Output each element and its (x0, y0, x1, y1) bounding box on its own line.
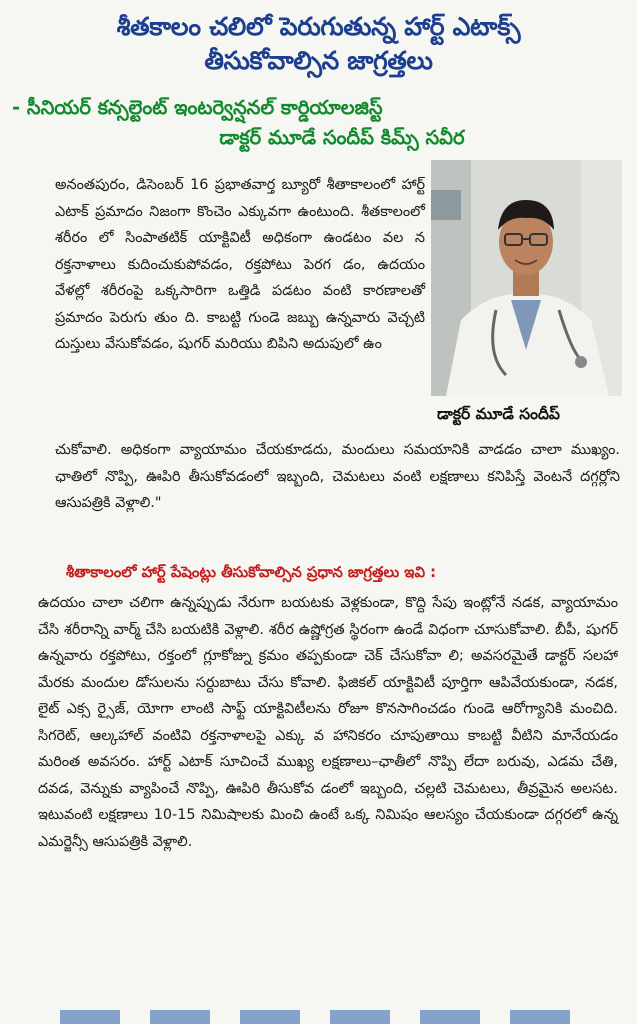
doctor-portrait-image (431, 160, 622, 396)
subhead-line-1: - సీనియర్ కన్సల్టెంట్ ఇంటర్వెన్షనల్ కార్డియాలజిస్ట్ (12, 96, 383, 119)
headline-line-1: శీతకాలం చలిలో పెరుగుతున్న హార్ట్ ఎటాక్స్ (116, 12, 521, 41)
subheadline (12, 93, 632, 153)
doctor-photo (431, 160, 622, 396)
photo-caption: డాక్టర్ మూడే సందీప్ (437, 405, 560, 423)
headline (0, 10, 637, 78)
article-paragraph-1: అనంతపురం, డిసెంబర్ 16 ప్రభాతవార్త బ్యూరో శీతాకాలంలో హార్ట్ ఎటాక్ ప్రమాదం నిజంగా కొంచెం ఎక్కువగా ఉంటుంది. శీతకాలంలో శరీరం లో సింపాతటిక్ యాక్టివిటీ అధికంగా ఉండటం వల న రక్తనాళాలు కుదించుకుపోవడం, రక్తపోటు పెరగ డం, ఉదయం వేళల్లో శరీరంపై ఒక్కసారిగా ఒత్తిడి పడటం వంటి కారణాలతో ప్రమాదం పెరుగు తుం ది. కాబట్టి గుండె జబ్బు ఉన్నవారు వెచ్చటి దుస్తులు వేసుకోవడం, షుగర్ మరియు బిపిని అదుపులో ఉం (55, 177, 425, 352)
section-title: శీతాకాలంలో హార్ట్ పేషెంట్లు తీసుకోవాల్సిన ప్రధాన జాగ్రత్తలు ఇవి : (66, 564, 437, 581)
headline-line-2: తీసుకోవాల్సిన జాగ్రత్తలు (204, 46, 433, 75)
article-paragraph-1-continued: చుకోవాలి. అధికంగా వ్యాయామం చేయకూడదు, మందులు సమయానికి వాడడం చాలా ముఖ్యం. ఛాతిలో నొప్పి, ఊపిరి తీసుకోవడంలో ఇబ్బంది, చెమటలు వంటి లక్షణాలు కనిపిస్తే వెంటనే దగ్గర్లోని ఆసుపత్రికి వెళ్లాలి." (55, 442, 620, 511)
article-paragraph-2: ఉదయం చాలా చలిగా ఉన్నప్పుడు నేరుగా బయటకు వెళ్లకుండా, కొద్ది సేపు ఇంట్లోనే నడక, వ్యాయామం చేసి శరీరాన్ని వార్మ్ చేసి బయటికి వెళ్లాలి. శరీర ఉష్ణోగ్రత స్థిరంగా ఉండే విధంగా చూసుకోవాలి. బీపీ, షుగర్ ఉన్నవారు రక్తపోటు, రక్తంలో గ్లూకోజ్ను క్రమం తప్పకుండా చెక్ చేసుకోవా లి; అవసరమైతే డాక్టర్ సలహా మేరకు మందుల డోసులను సర్దుబాటు చేసు కోవాలి. ఫిజికల్ యాక్టివిటీ పూర్తిగా ఆపివేయకుండా, నడక, లైట్ ఎక్స ర్సైజ్, యోగా లాంటి సాఫ్ట్ యాక్టివిటీలను రోజూ కొనసాగించడం గుండె ఆరోగ్యానికి మంచిది. సిగరెట్, ఆల్కహాల్ వంటివి రక్తనాళాలపై ఎక్కు వ హానికరం చూపుతాయి కాబట్టి వీటిని మానేయడం మరింత అవసరం. హార్ట్ ఎటాక్ సూచించే ముఖ్య లక్షణాలు–ఛాతీలో నొప్పి లేదా బరువు, ఎడమ చేతి, దవడ, వెన్నుకు వ్యాపించే నొప్పి, ఊపిరి తీసుకోవ డంలో ఇబ్బంది, చల్లటి చెమటలు, తీవ్రమైన అలసట. ఇటువంటి లక్షణాలు 10-15 నిమిషాలకు మించి ఉంటే ఒక్క నిమిషం ఆలస్యం చేయకుండా దగ్గరలో ఉన్న ఎమర్జెన్సీ ఆసుపత్రికి వెళ్లాలి. (38, 595, 618, 850)
subhead-line-2: డాక్టర్ మూడే సందీప్ కిమ్స్ సవీర (219, 126, 465, 149)
